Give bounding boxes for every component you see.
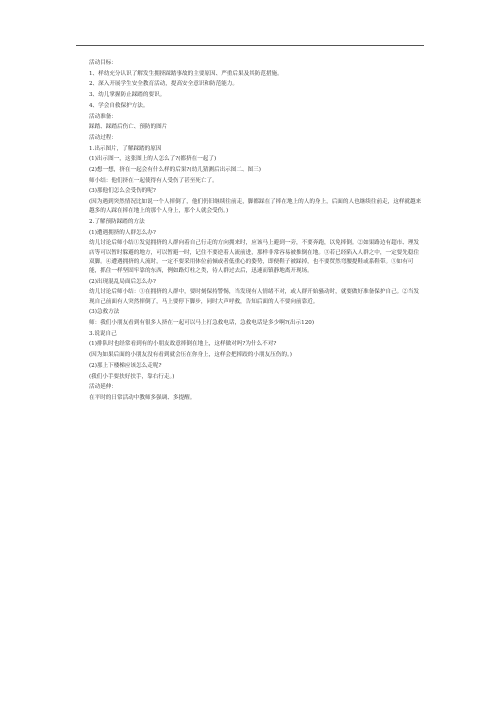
- section-1-summary: 师小结：他们挤在一起使得有人受伤了甚至死亡了。: [89, 177, 218, 184]
- goal-heading: 活动目标：: [89, 60, 117, 66]
- section-1-question-1: (1)出示图一，这张图上的人怎么了?(都挤在一起了): [89, 156, 217, 163]
- section-2-text-3: 师：我们小朋友看到有很多人挤在一起可以马上打急救电话，急救电话是多少啊?(出示120): [89, 320, 315, 327]
- section-2-question-1: (1)遭遇拥挤的人群怎么办?: [89, 229, 156, 236]
- goal-item: 3、幼儿掌握防止踩踏的要识。: [89, 92, 166, 99]
- section-2-text-2: 幼儿讨论后师小结：①在拥挤的人群中，要时刻保持警惕，当发现有人情绪不对，或人群开始骚动时，就要做好准备保护自己。②当发现自己前面有人突然摔倒了，马上要停下脚步，同时大声呼救，告知后面的人不要向前靠近。: [89, 289, 420, 305]
- section-2-title: 2.了解预防踩踏的方法: [89, 219, 145, 226]
- header-rule: [76, 45, 424, 46]
- prep-text: 踩踏、踩踏后伤亡、预防的图片: [89, 124, 168, 131]
- section-3-answer-1: (因为如果后面的小朋友没有看到就会压在你身上，这样会把摔跤的小朋友压伤的。): [89, 352, 292, 359]
- section-3-title: 3.说说自己: [89, 330, 117, 337]
- goal-item: 1、样幼充分认识了解发生拥挤踩踏事故的主要原因、严重后果及其防范措施。: [89, 70, 283, 77]
- section-1-question-2: (2)想一想，挤在一起会有什么样的后果?(幼儿猜测后出示图二、图三): [89, 167, 261, 174]
- section-1-question-3: (3)那他们怎么会受伤的呢?: [89, 188, 156, 195]
- section-3-question-2: (2)那上下楼梯应该怎么走呢?: [89, 362, 162, 369]
- extension-text: 在平时的日常活动中教师多强调、多提醒。: [89, 395, 196, 401]
- section-3-answer-2: (我们小手要扶好扶手，靠右行走。): [89, 373, 175, 380]
- goal-item: 2、深入开展学生安全教育活动，提高安全意识和防范能力。: [89, 81, 238, 88]
- document-body: [89, 59, 423, 403]
- goal-item: 4、学会自救保护方法。: [89, 102, 149, 109]
- prep-heading: 活动准备：: [89, 113, 117, 120]
- section-3-question-1: (1)排队时也经常看到有的小朋友故意摔倒在地上，这样做对吗?为什么不对?: [89, 341, 277, 348]
- section-2-text-1: 幼儿讨论后师小结①发觉拥挤的人群向着自己行走的方向拥来时，应该马上避到一旁，不要奔跑，以免摔倒。②如果路边有超市、理发店等可以暂时躲避的地方，可以暂避一时，记住不要逆着人流前进，那样非常容易被推倒在地。③若已经陷入人群之中，一定要先稳住双脚。④遭遇拥挤的人流时，一定不要采用体位前倾或者低重心的姿势，即便鞋子被踩掉，也不要贸然弯腰提鞋或系鞋带。⑤如有可能，抓住一样坚固牢靠的东西，例如路灯柱之类，待人群过去后，迅速而镇静地离开现场。: [89, 240, 420, 275]
- section-1-title: 1.出示图片，了解踩踏的原因: [89, 145, 162, 152]
- section-2-question-2: (2)出现混乱局面后怎么办?: [89, 278, 156, 285]
- extension-heading: 活动延伸：: [89, 384, 117, 391]
- process-heading: 活动过程：: [89, 134, 117, 141]
- section-2-question-3: (3)急救方法: [89, 309, 120, 316]
- section-1-answer-3: (因为遇到突然情况比如说一个人摔倒了，他们仍旧继续往前走，脚都踩在了摔在地上的人的身上，后面的人也继续往前走，这样就越来越多的人踩在摔在地上的那个人身上，那个人就会受伤。): [89, 199, 422, 215]
